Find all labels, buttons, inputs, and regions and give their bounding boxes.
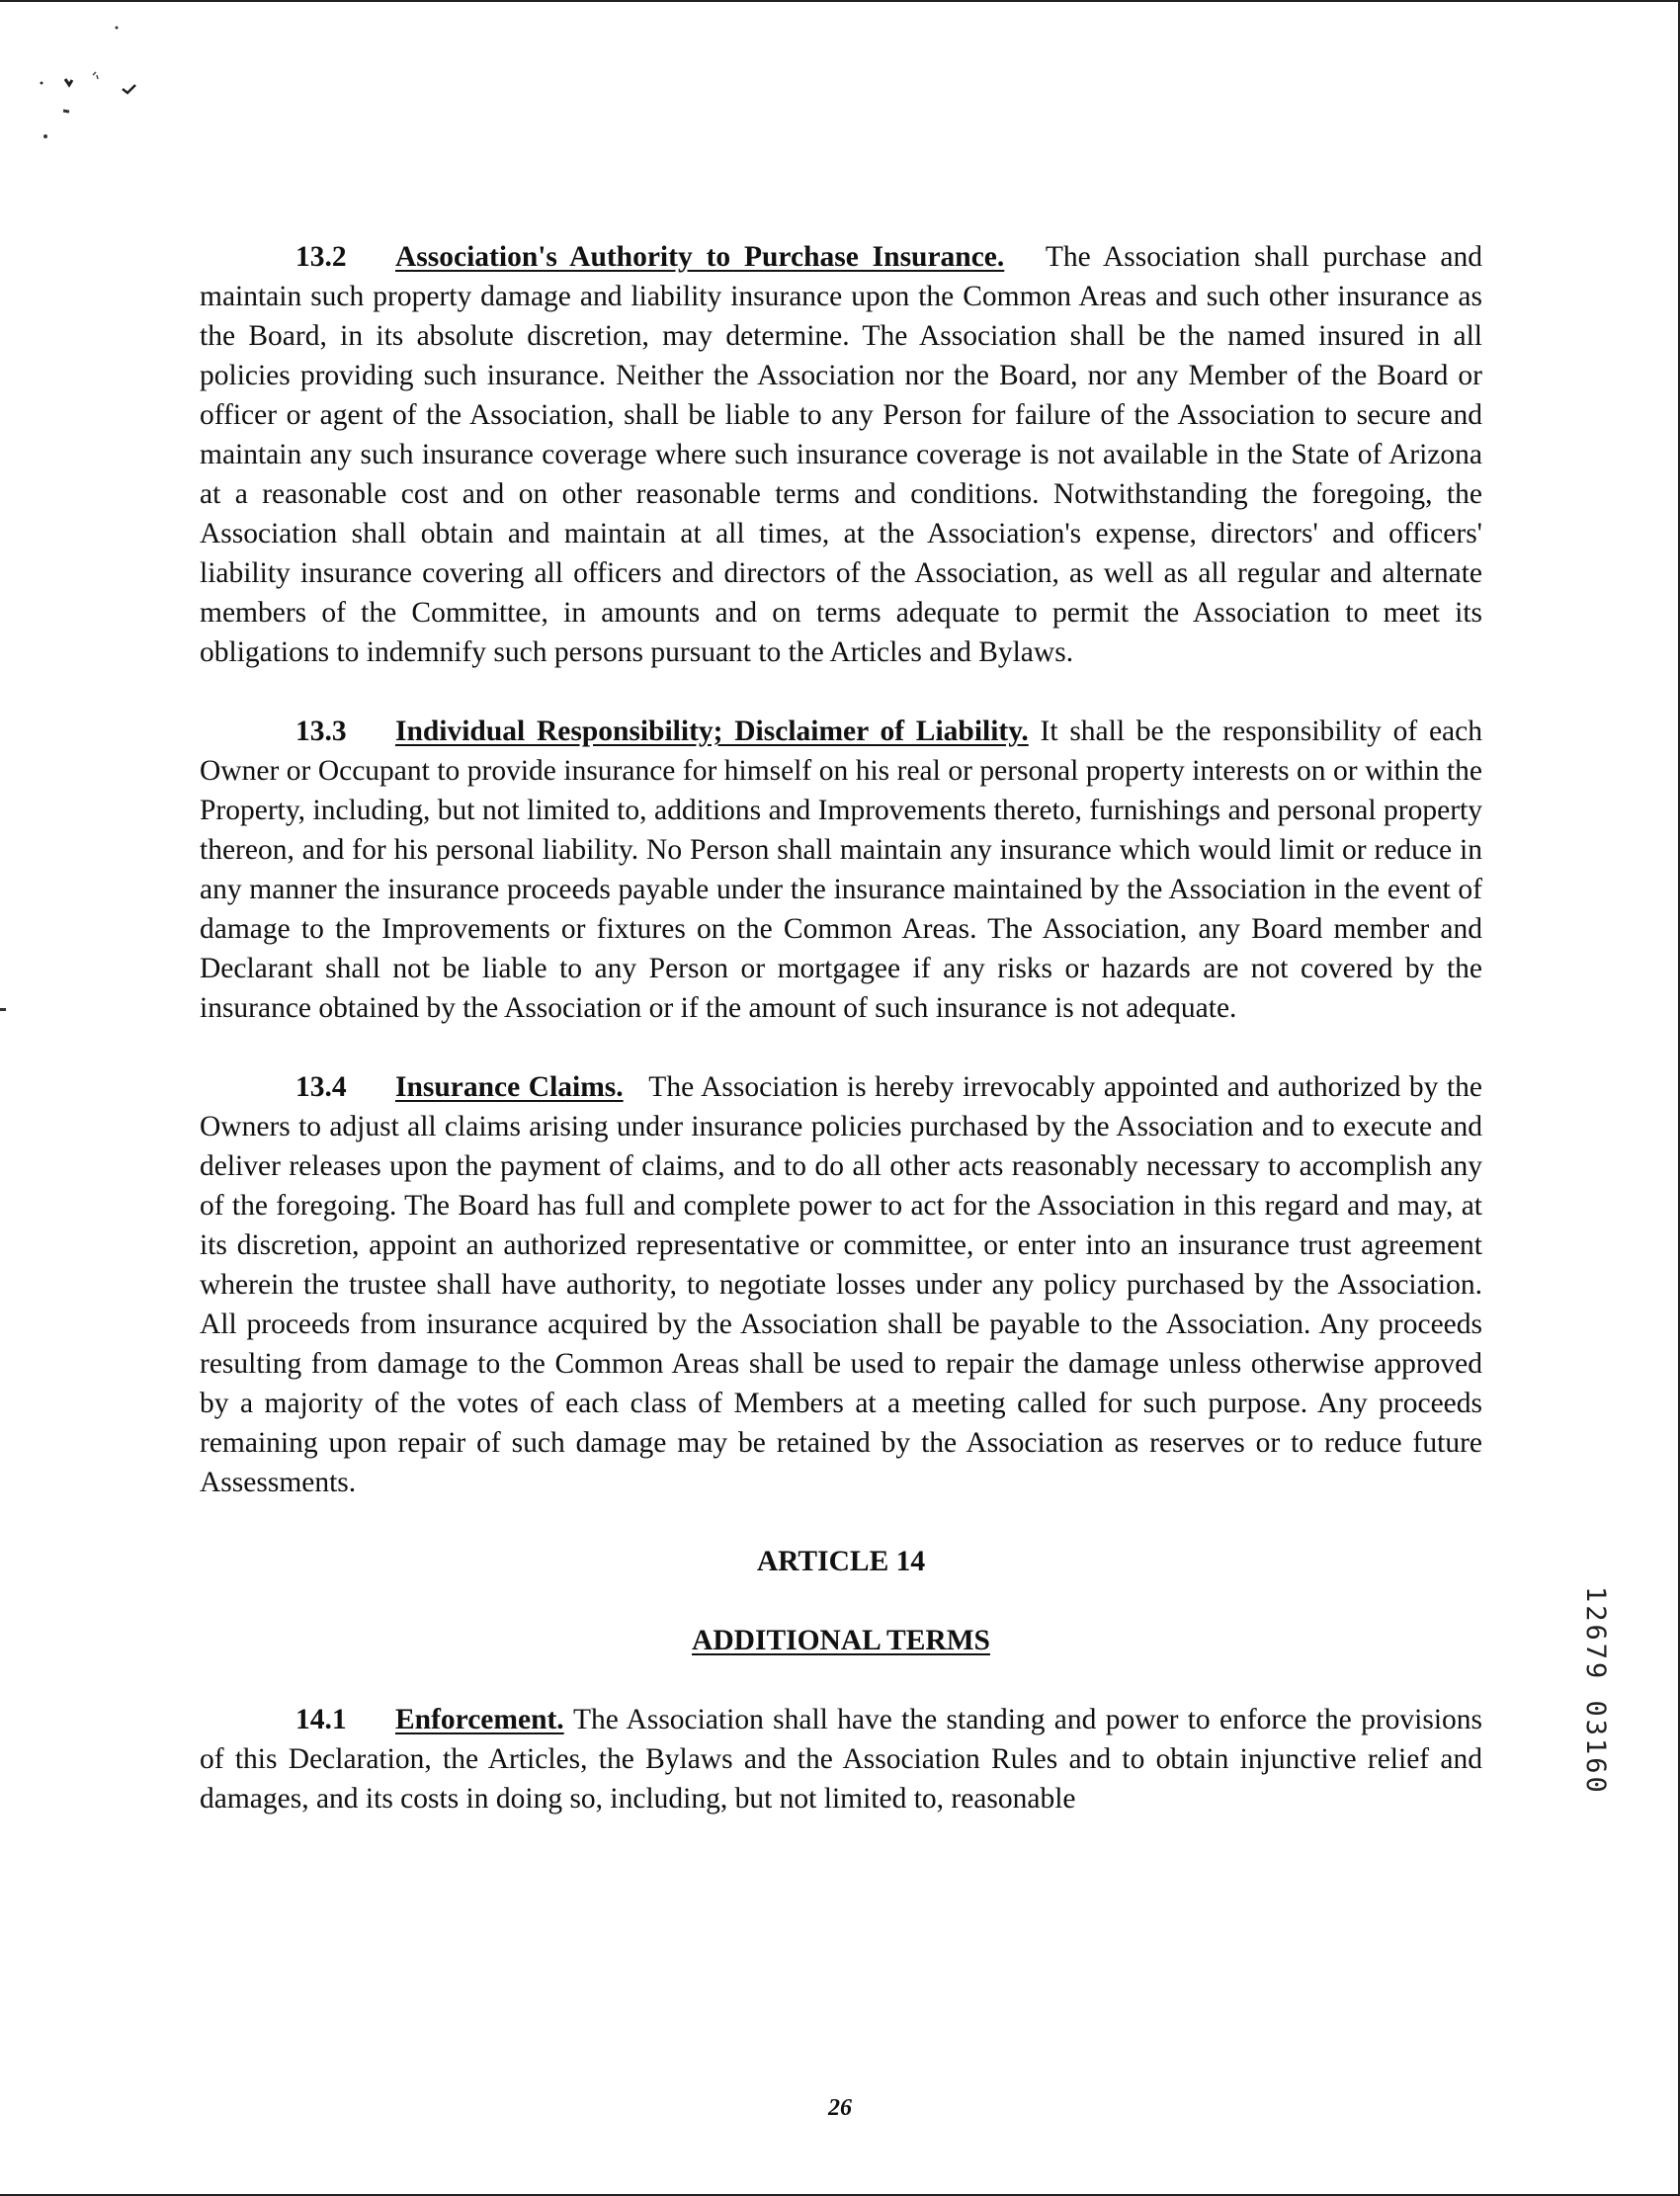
scan-specks: [20, 20, 158, 158]
recording-stamp-text: 12679 03160: [1580, 1586, 1611, 1796]
section-heading: Individual Responsibility; Disclaimer of Liability.: [395, 716, 1029, 747]
section-heading: Insurance Claims.: [395, 1071, 624, 1103]
scan-margin-mark: [0, 1008, 6, 1011]
section-number: 13.2: [295, 241, 347, 273]
section-body: It shall be the responsibility of each Owner or Occupant to provide insurance for himself on his real or personal property interests on or within the Property, including, but not limited to, additions and Improvements thereto, furnishings and personal property thereon, and for his personal liability. No Person shall maintain any insurance which would limit or reduce in any manner the insurance proceeds payable under the insurance maintained by the Association in the event of damage to the Improvements or fixtures on the Common Areas. The Association, any Board member and Declarant shall not be liable to any Person or mortgagee if any risks or hazards are not covered by the insurance obtained by the Association or if the amount of such insurance is not adequate.: [200, 716, 1482, 1024]
section-body: The Association shall purchase and maintain such property damage and liability insurance upon the Common Areas and such other insurance as the Board, in its absolute discretion, may determine. The Association shall be the named insured in all policies providing such insurance. Neither the Association nor the Board, nor any Member of the Board or officer or agent of the Association, shall be liable to any Person for failure of the Association to secure and maintain any such insurance coverage where such insurance coverage is not available in the State of Arizona at a reasonable cost and on other reasonable terms and conditions. Notwithstanding the foregoing, the Association shall obtain and maintain at all times, at the Association's expense, directors' and officers' liability insurance covering all officers and directors of the Association, as well as all regular and alternate members of the Committee, in amounts and on terms adequate to permit the Association to meet its obligations to indemnify such persons pursuant to the Articles and Bylaws.: [200, 241, 1483, 668]
section-number: 13.4: [295, 1071, 347, 1103]
section-13-4: [200, 1067, 1482, 1502]
document-body: [200, 237, 1482, 1818]
section-body: The Association shall have the standing and power to enforce the provisions of this Declaration, the Articles, the Bylaws and the Association Rules and to obtain injunctive relief and damages, and its costs in doing so, including, but not limited to, reasonable: [200, 1704, 1482, 1815]
section-number: 14.1: [295, 1704, 347, 1735]
recording-stamp: [1580, 1586, 1633, 1863]
section-13-2: [200, 237, 1482, 672]
section-heading: Association's Authority to Purchase Insurance.: [395, 241, 1005, 273]
article-subtitle: ADDITIONAL TERMS: [692, 1625, 990, 1656]
section-14-1: [200, 1700, 1482, 1818]
section-body: The Association is hereby irrevocably appointed and authorized by the Owners to adjust all claims arising under insurance policies purchased by the Association and to execute and deliver releases upon the payment of claims, and to do all other acts reasonably necessary to accomplish any of the foregoing. The Board has full and complete power to act for the Association in this regard and may, at its discretion, appoint an authorized representative or committee, or enter into an insurance trust agreement wherein the trustee shall have authority, to negotiate losses under any policy purchased by the Association. All proceeds from insurance acquired by the Association shall be payable to the Association. Any proceeds resulting from damage to the Common Areas shall be used to repair the damage unless otherwise approved by a majority of the votes of each class of Members at a meeting called for such purpose. Any proceeds remaining upon repair of such damage may be retained by the Association as reserves or to reduce future Assessments.: [200, 1071, 1482, 1498]
section-13-3: [200, 712, 1482, 1028]
page-number: 26: [828, 2095, 852, 2121]
section-number: 13.3: [295, 716, 347, 747]
article-title: ARTICLE 14: [756, 1546, 926, 1577]
section-heading: Enforcement.: [395, 1704, 564, 1735]
